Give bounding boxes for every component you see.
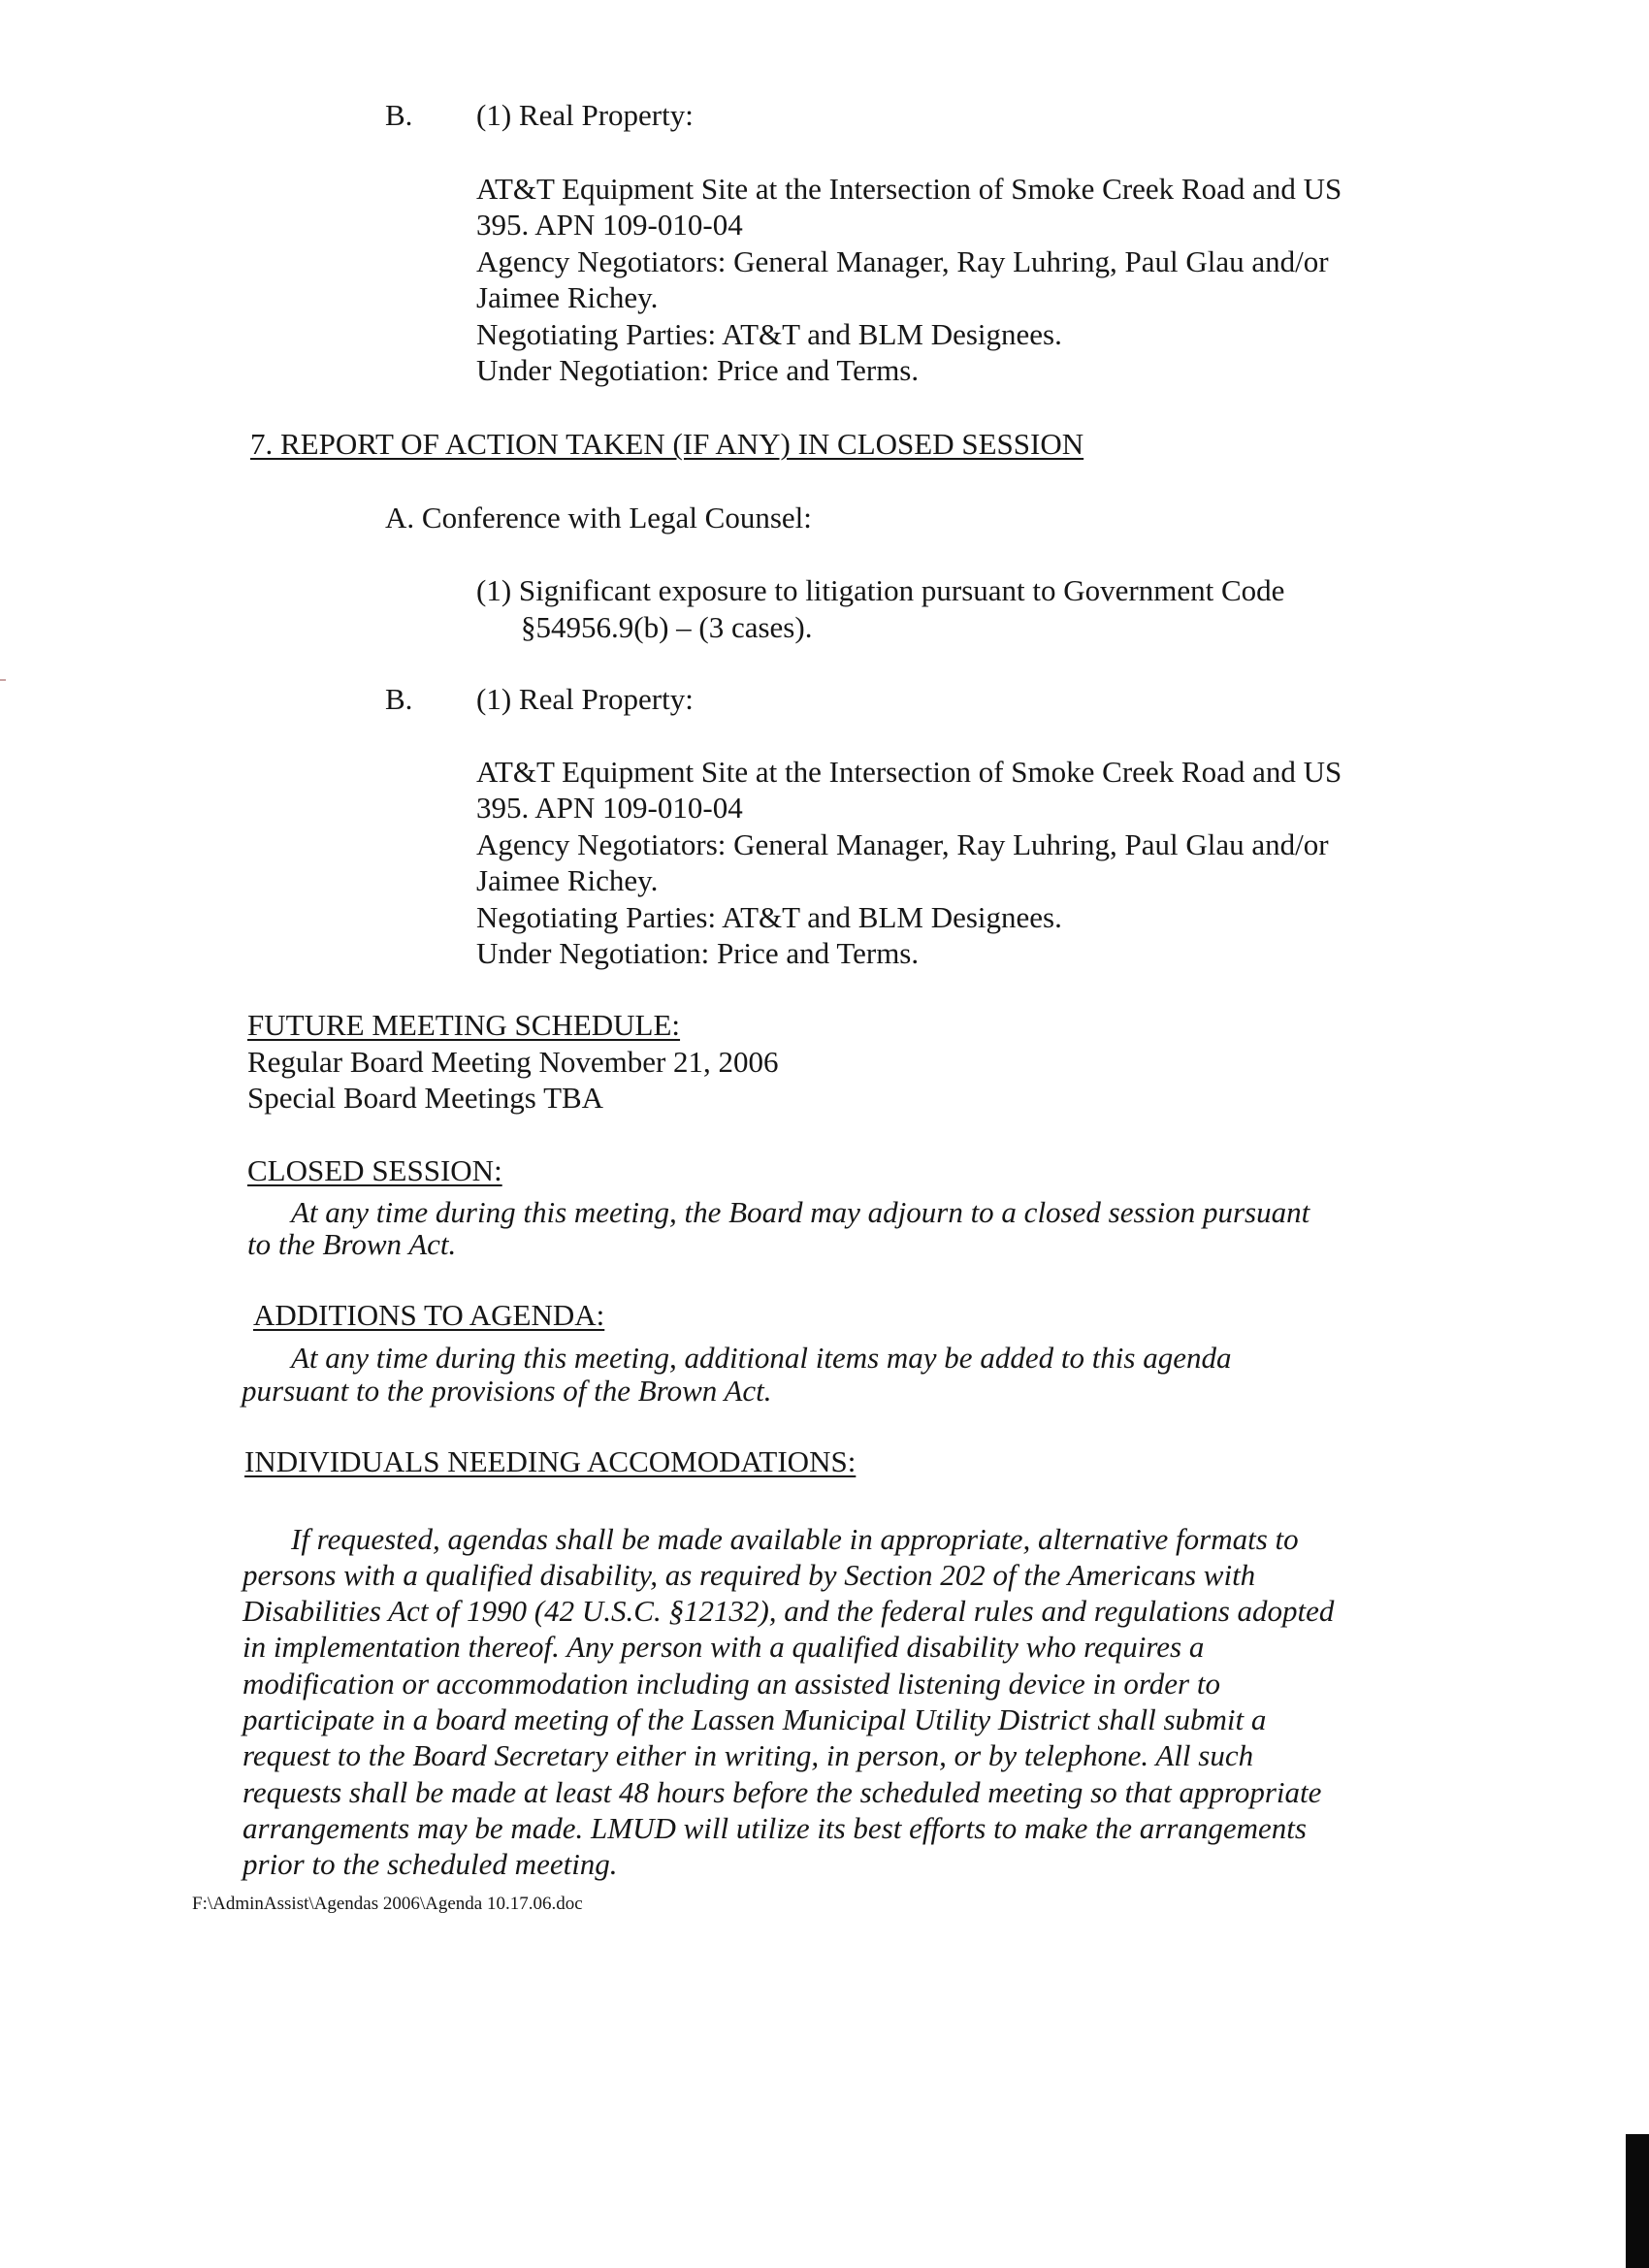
property-line: 395. APN 109-010-04 (476, 208, 743, 242)
property-line: Negotiating Parties: AT&T and BLM Designees. (476, 317, 1062, 351)
regular-meeting-line: Regular Board Meeting November 21, 2006 (247, 1045, 779, 1079)
property-line: Agency Negotiators: General Manager, Ray Luhring, Paul Glau and/or (476, 244, 1329, 278)
accommodations-text: persons with a qualified disability, as required by Section 202 of the Americans with (242, 1558, 1256, 1592)
additions-text: pursuant to the provisions of the Brown Act. (242, 1374, 772, 1408)
accommodations-text: requests shall be made at least 48 hours before the scheduled meeting so that appropriate (242, 1775, 1322, 1809)
section-b-letter: B. (385, 682, 413, 716)
property-line: Agency Negotiators: General Manager, Ray Luhring, Paul Glau and/or (476, 827, 1329, 861)
accommodations-text: in implementation thereof. Any person with a qualified disability who requires a (242, 1630, 1205, 1664)
scan-edge-mark (1626, 2134, 1649, 2268)
file-path-footer: F:\AdminAssist\Agendas 2006\Agenda 10.17.06.doc (192, 1894, 583, 1914)
accommodations-text: participate in a board meeting of the Lassen Municipal Utility District shall submit a (242, 1702, 1267, 1736)
section-7-heading: 7. REPORT OF ACTION TAKEN (IF ANY) IN CLOSED SESSION (250, 427, 1084, 461)
property-line: AT&T Equipment Site at the Intersection of Smoke Creek Road and US (476, 755, 1342, 789)
litigation-item-line: (1) Significant exposure to litigation pursuant to Government Code (476, 573, 1285, 607)
additions-text: At any time during this meeting, additional items may be added to this agenda (291, 1341, 1232, 1375)
section-b-item: (1) Real Property: (476, 98, 694, 132)
additions-heading: ADDITIONS TO AGENDA: (253, 1298, 605, 1332)
closed-session-text: At any time during this meeting, the Board may adjourn to a closed session pursuant (291, 1195, 1310, 1229)
property-line: Under Negotiation: Price and Terms. (476, 353, 920, 387)
future-meeting-heading: FUTURE MEETING SCHEDULE: (247, 1008, 681, 1042)
section-b-item: (1) Real Property: (476, 682, 694, 716)
special-meeting-line: Special Board Meetings TBA (247, 1081, 604, 1115)
scan-speck (0, 679, 6, 681)
closed-session-heading: CLOSED SESSION: (247, 1153, 502, 1187)
property-line: 395. APN 109-010-04 (476, 791, 743, 825)
section-b-letter: B. (385, 98, 413, 132)
property-line: Under Negotiation: Price and Terms. (476, 936, 920, 970)
accommodations-text: prior to the scheduled meeting. (242, 1847, 618, 1881)
accommodations-text: modification or accommodation including an assisted listening device in order to (242, 1667, 1220, 1701)
accommodations-text: If requested, agendas shall be made available in appropriate, alternative formats to (291, 1522, 1299, 1556)
closed-session-text: to the Brown Act. (247, 1227, 457, 1261)
accommodations-heading: INDIVIDUALS NEEDING ACCOMODATIONS: (244, 1444, 857, 1478)
conference-legal-heading: A. Conference with Legal Counsel: (385, 501, 812, 535)
property-line: Jaimee Richey. (476, 863, 659, 897)
accommodations-text: arrangements may be made. LMUD will utilize its best efforts to make the arrangements (242, 1811, 1307, 1845)
property-line: Jaimee Richey. (476, 280, 659, 314)
property-line: Negotiating Parties: AT&T and BLM Designees. (476, 900, 1062, 934)
accommodations-text: Disabilities Act of 1990 (42 U.S.C. §12132), and the federal rules and regulations adopted (242, 1594, 1335, 1628)
litigation-item-line: §54956.9(b) – (3 cases). (521, 610, 813, 644)
property-line: AT&T Equipment Site at the Intersection of Smoke Creek Road and US (476, 172, 1342, 206)
accommodations-text: request to the Board Secretary either in writing, in person, or by telephone. All such (242, 1738, 1254, 1772)
